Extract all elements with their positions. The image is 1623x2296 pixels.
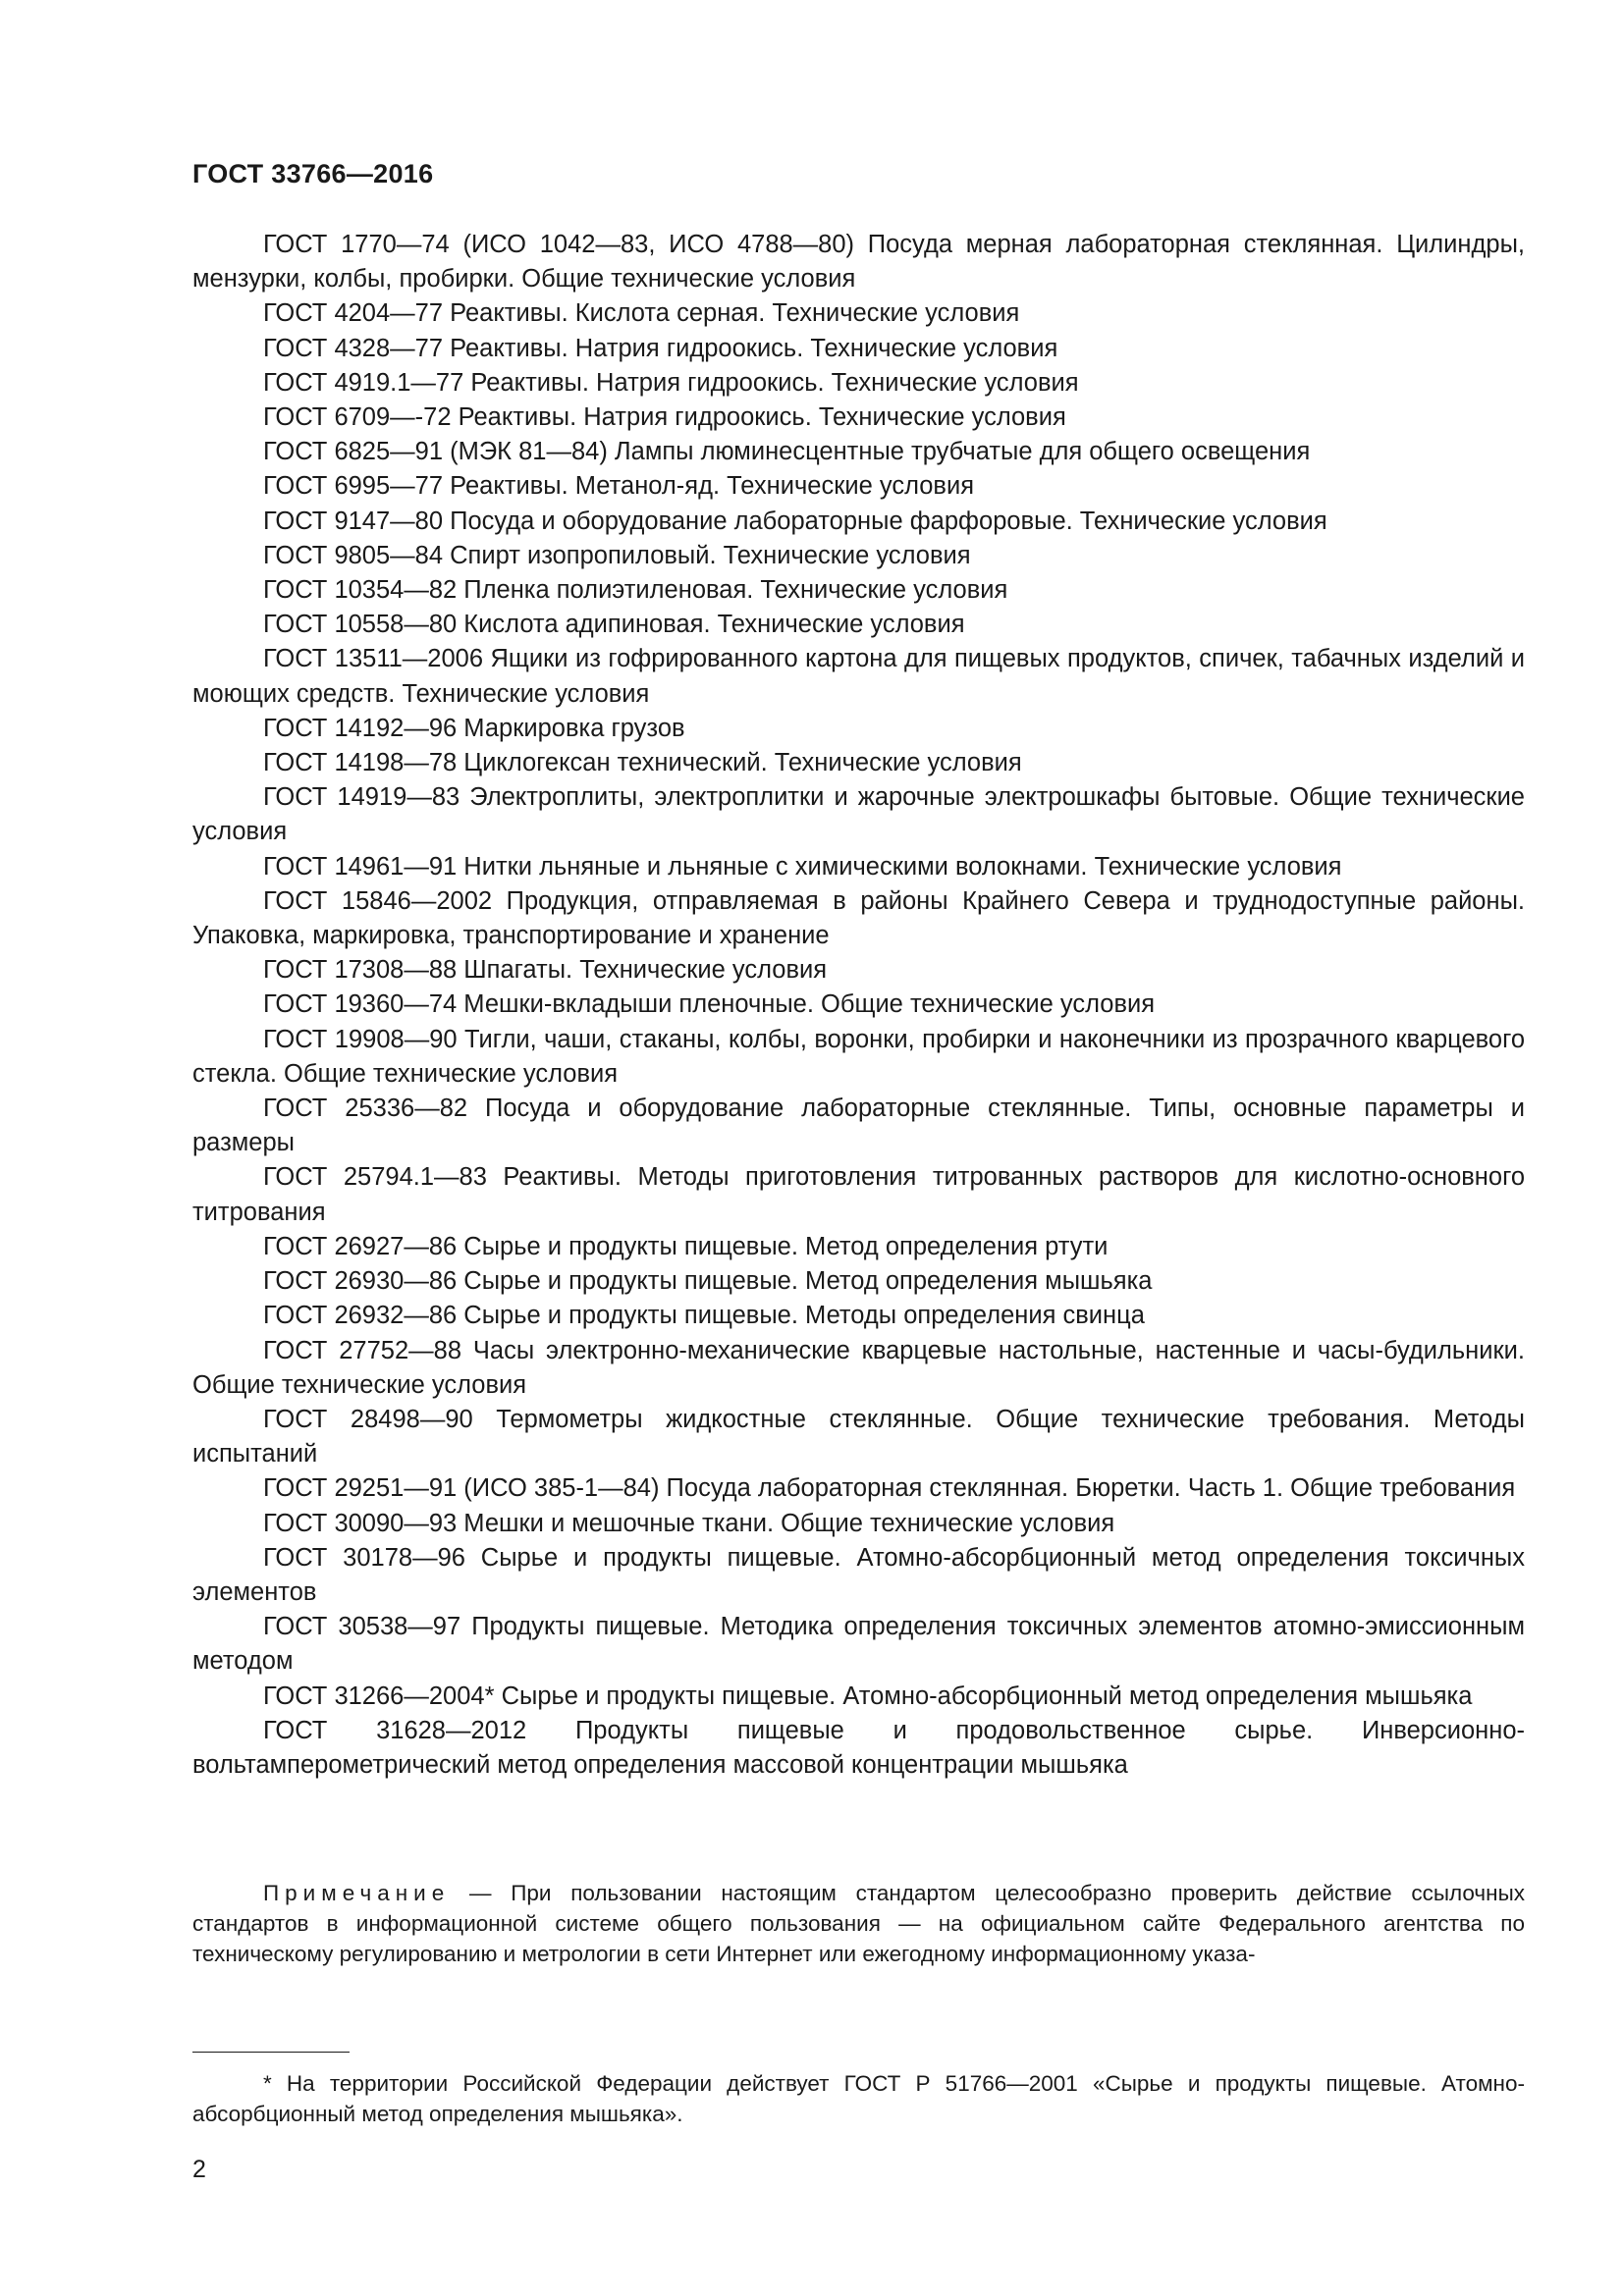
normative-references-list xyxy=(192,228,1525,1783)
reference-item: ГОСТ 30538—97 Продукты пищевые. Методика определения токсичных элементов атомно-эмиссионным методом xyxy=(192,1613,1525,1676)
reference-item: ГОСТ 29251—91 (ИСО 385-1—84) Посуда лабораторная стеклянная. Бюретки. Часть 1. Общие требования xyxy=(263,1474,1516,1503)
reference-item: ГОСТ 15846—2002 Продукция, отправляемая в районы Крайнего Севера и труднодоступные районы. Упаковка, маркировка, транспортирование и хранение xyxy=(192,886,1525,950)
reference-item: ГОСТ 14961—91 Нитки льняные и льняные с химическими волокнами. Технические условия xyxy=(263,852,1342,881)
reference-item: ГОСТ 6825—91 (МЭК 81—84) Лампы люминесцентные трубчатые для общего освещения xyxy=(263,438,1311,466)
reference-item: ГОСТ 28498—90 Термометры жидкостные стеклянные. Общие технические требования. Методы испытаний xyxy=(192,1405,1525,1468)
reference-item: ГОСТ 31266—2004* Сырье и продукты пищевые. Атомно-абсорбционный метод определения мышьяка xyxy=(263,1682,1473,1710)
reference-item: ГОСТ 4204—77 Реактивы. Кислота серная. Технические условия xyxy=(263,299,1020,328)
reference-item: ГОСТ 4919.1—77 Реактивы. Натрия гидроокись. Технические условия xyxy=(263,368,1079,397)
reference-item: ГОСТ 1770—74 (ИСО 1042—83, ИСО 4788—80) Посуда мерная лабораторная стеклянная. Цилиндры, мензурки, колбы, пробирки. Общие технические условия xyxy=(192,231,1525,294)
reference-item: ГОСТ 19360—74 Мешки-вкладыши пленочные. Общие технические условия xyxy=(263,990,1156,1019)
document-header: ГОСТ 33766—2016 xyxy=(192,159,434,188)
footnote-divider xyxy=(192,2052,350,2053)
reference-item: ГОСТ 26927—86 Сырье и продукты пищевые. Метод определения ртути xyxy=(263,1232,1109,1260)
reference-item: ГОСТ 26932—86 Сырье и продукты пищевые. Методы определения свинца xyxy=(263,1302,1145,1330)
reference-item: ГОСТ 14919—83 Электроплиты, электроплитки и жарочные электрошкафы бытовые. Общие технические условия xyxy=(192,783,1525,846)
reference-item: ГОСТ 14192—96 Маркировка грузов xyxy=(263,714,685,742)
reference-item: ГОСТ 19908—90 Тигли, чаши, стаканы, колбы, воронки, пробирки и наконечники из прозрачного кварцевого стекла. Общие технические условия xyxy=(192,1025,1525,1088)
reference-item: ГОСТ 30178—96 Сырье и продукты пищевые. Атомно-абсорбционный метод определения токсичных элементов xyxy=(192,1543,1525,1606)
reference-item: ГОСТ 14198—78 Циклогексан технический. Технические условия xyxy=(263,749,1022,777)
reference-item: ГОСТ 30090—93 Мешки и мешочные ткани. Общие технические условия xyxy=(263,1509,1115,1537)
reference-item: ГОСТ 27752—88 Часы электронно-механические кварцевые настольные, настенные и часы-будильники. Общие технические условия xyxy=(192,1336,1525,1399)
reference-item: ГОСТ 13511—2006 Ящики из гофрированного картона для пищевых продуктов, спичек, табачных изделий и моющих средств. Технические условия xyxy=(192,645,1525,708)
reference-item: ГОСТ 26930—86 Сырье и продукты пищевые. Метод определения мышьяка xyxy=(263,1267,1153,1296)
reference-item: ГОСТ 6995—77 Реактивы. Метанол-яд. Технические условия xyxy=(263,472,975,501)
reference-item: ГОСТ 9805—84 Спирт изопропиловый. Технические условия xyxy=(263,541,971,569)
reference-item: ГОСТ 25336—82 Посуда и оборудование лабораторные стеклянные. Типы, основные параметры и размеры xyxy=(192,1095,1525,1157)
reference-item: ГОСТ 6709—-72 Реактивы. Натрия гидроокись. Технические условия xyxy=(263,403,1066,432)
reference-item: ГОСТ 9147—80 Посуда и оборудование лабораторные фарфоровые. Технические условия xyxy=(263,507,1327,535)
note-label: Примечание xyxy=(263,1881,451,1905)
reference-item: ГОСТ 31628—2012 Продукты пищевые и продовольственное сырье. Инверсионно-вольтамперометрический метод определения массовой концентрации мышьяка xyxy=(192,1716,1525,1779)
note-paragraph xyxy=(192,1879,1525,1969)
page-number: 2 xyxy=(192,2156,206,2183)
reference-item: ГОСТ 10354—82 Пленка полиэтиленовая. Технические условия xyxy=(263,576,1008,605)
reference-item: ГОСТ 25794.1—83 Реактивы. Методы приготовления титрованных растворов для кислотно-основного титрования xyxy=(192,1163,1525,1226)
footnote: * На территории Российской Федерации действует ГОСТ Р 51766—2001 «Сырье и продукты пищевые. Атомно-абсорбционный метод определения мышьяка». xyxy=(192,2071,1525,2126)
reference-item: ГОСТ 10558—80 Кислота адипиновая. Технические условия xyxy=(263,611,965,639)
reference-item: ГОСТ 17308—88 Шпагаты. Технические условия xyxy=(263,956,828,985)
note-text: — При пользовании настоящим стандартом целесообразно проверить действие ссылочных стандартов в информационной системе общего пользования — на официальном сайте Федерального агентства по техническому регулированию и метрологии в сети Интернет или ежегодному информационному указа- xyxy=(192,1881,1525,1966)
reference-item: ГОСТ 4328—77 Реактивы. Натрия гидроокись. Технические условия xyxy=(263,334,1058,362)
